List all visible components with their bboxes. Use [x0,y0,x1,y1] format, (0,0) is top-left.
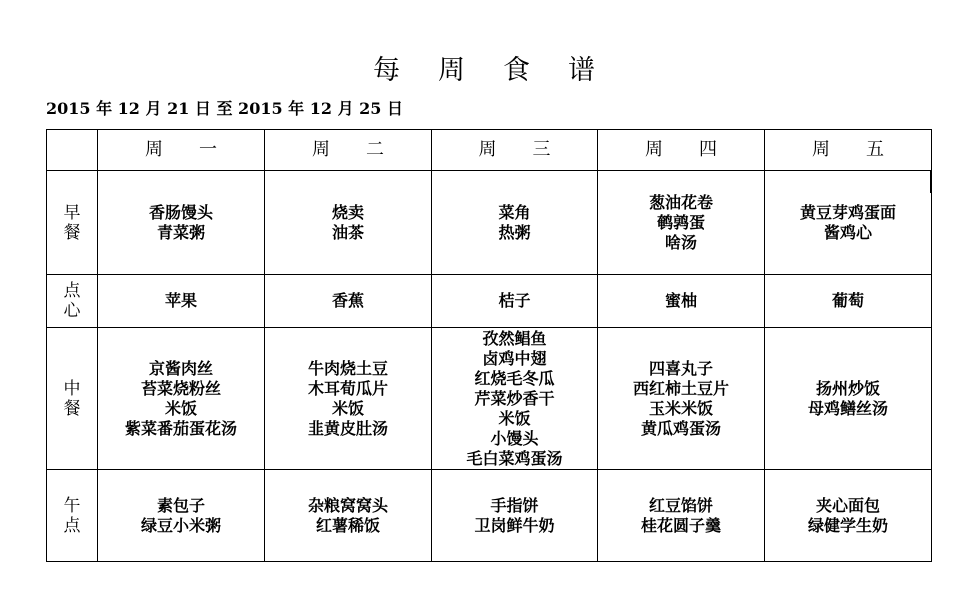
dish-item: 素包子 [156,495,205,515]
menu-cell [598,275,765,328]
dish-item: 苔菜烧粉丝 [140,378,221,398]
dish-item: 母鸡鳝丝汤 [807,398,888,418]
dish-item: 毛白菜鸡蛋汤 [466,448,563,468]
dish-item: 红烧毛冬瓜 [474,368,555,388]
day-header-fri: 周五 [765,130,932,171]
dish-item: 米饭 [498,408,531,428]
meal-label-snack: 点心 [47,275,98,328]
menu-cell [98,171,265,275]
menu-cell [432,275,598,328]
dish-item: 酱鸡心 [823,222,872,242]
meal-label-breakfast: 早餐 [47,171,98,275]
dish-item: 红薯稀饭 [315,515,380,535]
dish-item: 芹菜炒香干 [474,388,555,408]
day-header-wed: 周三 [432,130,598,171]
corner-cell [47,130,98,171]
dish-item: 红豆馅饼 [648,495,713,515]
meal-label-lunch: 中餐 [47,328,98,470]
menu-cell [98,275,265,328]
dish-item: 烧卖 [331,202,364,222]
day-header-thu: 周四 [598,130,765,171]
dish-item: 紫菜番茄蛋花汤 [124,418,237,438]
dish-item: 热粥 [498,222,531,242]
dish-item: 黄瓜鸡蛋汤 [640,418,721,438]
dish-item: 小馒头 [490,428,539,448]
day-header-mon: 周一 [98,130,265,171]
dish-item: 油茶 [331,222,364,242]
page-title: 每周食谱 [373,55,633,86]
dish-item: 卤鸡中翅 [482,348,547,368]
dish-item: 香蕉 [331,291,364,310]
dish-item: 黄豆芽鸡蛋面 [799,202,896,222]
snack-row [47,275,932,328]
menu-cell [98,470,265,562]
dish-item: 啥汤 [664,232,697,252]
dish-item: 米饭 [331,398,364,418]
menu-cell [765,470,932,562]
menu-cell [765,328,932,470]
dish-item: 桂花圆子羹 [640,515,721,535]
dish-item: 手指饼 [490,495,539,515]
dish-item: 桔子 [498,291,531,310]
dish-item: 香肠馒头 [148,202,213,222]
dish-item: 苹果 [164,291,197,310]
menu-table [46,129,932,562]
dish-item: 绿豆小米粥 [140,515,221,535]
dish-item: 青菜粥 [156,222,205,242]
menu-cell [265,171,432,275]
dish-item: 鹌鹑蛋 [656,212,705,232]
date-range: 2015 年 12 月 21 日 至 2015 年 12 月 25 日 [46,99,403,118]
menu-cell [765,275,932,328]
lunch-row [47,328,932,470]
dish-item: 菜角 [498,202,531,222]
menu-cell [598,171,765,275]
menu-cell [265,275,432,328]
menu-cell [265,328,432,470]
dish-item: 绿健学生奶 [807,515,888,535]
menu-cell [265,470,432,562]
menu-cell [765,171,932,275]
dish-item: 木耳荀瓜片 [307,378,388,398]
dish-item: 米饭 [164,398,197,418]
dish-item: 牛肉烧土豆 [307,358,388,378]
header-row [47,130,932,171]
menu-cell [598,328,765,470]
dish-item: 四喜丸子 [648,358,713,378]
menu-cell [598,470,765,562]
dish-item: 西红柿土豆片 [632,378,729,398]
menu-cell [98,328,265,470]
day-header-tue: 周二 [265,130,432,171]
menu-cell [432,171,598,275]
dish-item: 玉米米饭 [648,398,713,418]
meal-label-afternoon-snack: 午点 [47,470,98,562]
dish-item: 葡萄 [831,291,864,310]
dish-item: 葱油花卷 [648,192,713,212]
dish-item: 扬州炒饭 [815,378,880,398]
dish-item: 蜜柚 [664,291,697,310]
dish-item: 韭黄皮肚汤 [307,418,388,438]
dish-item: 杂粮窝窝头 [307,495,388,515]
afternoon-snack-row [47,470,932,562]
menu-cell [432,470,598,562]
dish-item: 孜然鲳鱼 [482,328,547,348]
breakfast-row [47,171,932,275]
text-cursor [930,171,932,193]
dish-item: 卫岗鲜牛奶 [474,515,555,535]
menu-cell [432,328,598,470]
dish-item: 夹心面包 [815,495,880,515]
dish-item: 京酱肉丝 [148,358,213,378]
